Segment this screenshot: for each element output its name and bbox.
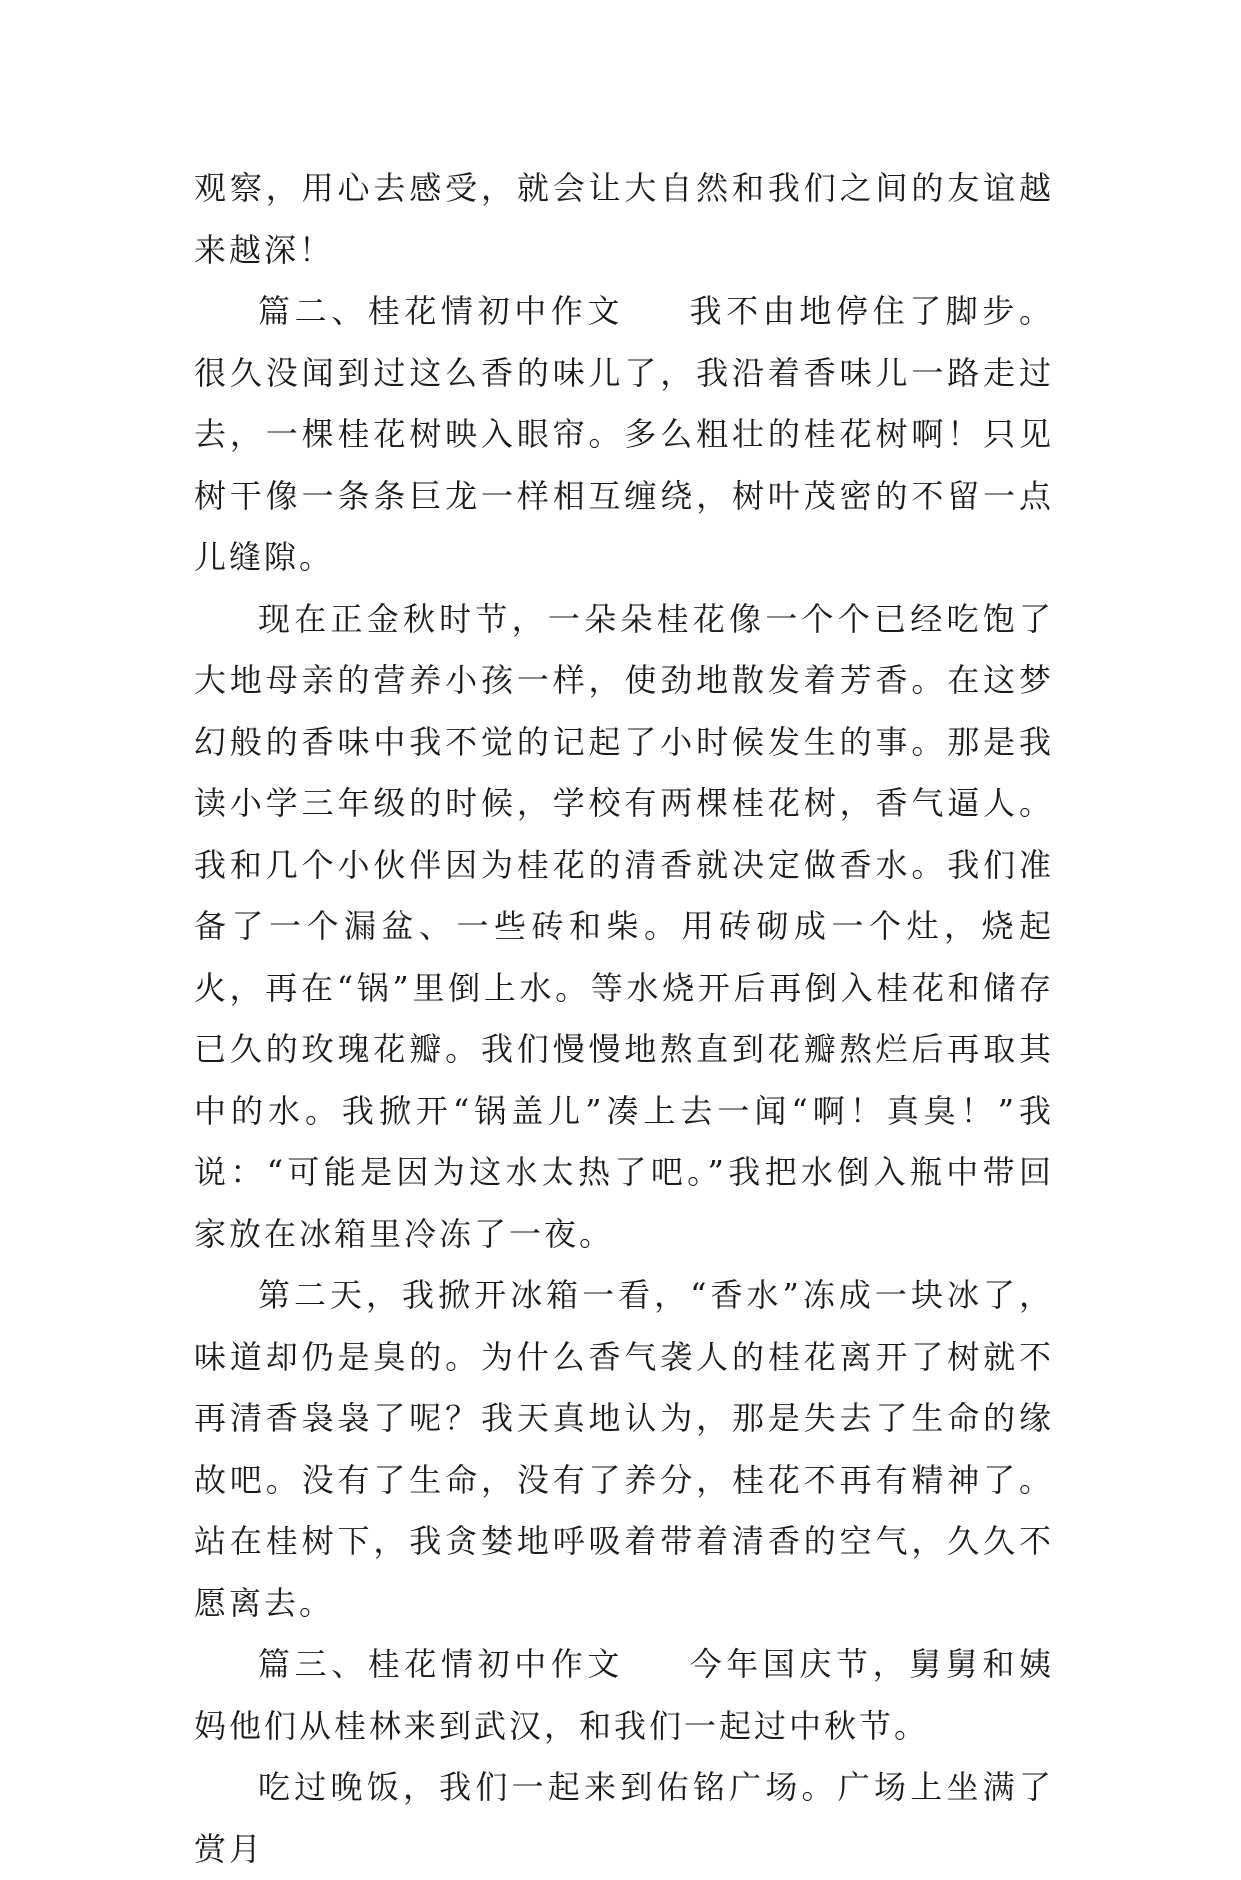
paragraph-1	[194, 158, 1054, 281]
document-body	[194, 158, 1054, 1880]
paragraph-4	[194, 1265, 1054, 1634]
paragraph-3	[194, 589, 1054, 1266]
paragraph-6	[194, 1757, 1054, 1880]
paragraph-text: 观察，用心去感受，就会让大自然和我们之间的友谊越来越深！	[194, 169, 1054, 269]
paragraph-text: 第二天，我掀开冰箱一看，“香水”冻成一块冰了，味道却仍是臭的。为什么香气袭人的桂花离开了树就不再清香袅袅了呢？我天真地认为，那是失去了生命的缘故吧。没有了生命，没有了养分，桂花不再有精神了。站在桂树下，我贪婪地呼吸着带着清香的空气，久久不愿离去。	[194, 1276, 1054, 1622]
paragraph-5	[194, 1634, 1054, 1757]
paragraph-text: 吃过晚饭，我们一起来到佑铭广场。广场上坐满了赏月	[194, 1768, 1054, 1868]
paragraph-text: 现在正金秋时节，一朵朵桂花像一个个已经吃饱了大地母亲的营养小孩一样，使劲地散发着芳香。在这梦幻般的香味中我不觉的记起了小时候发生的事。那是我读小学三年级的时候，学校有两棵桂花树，香气逼人。我和几个小伙伴因为桂花的清香就决定做香水。我们准备了一个漏盆、一些砖和柴。用砖砌成一个灶，烧起火，再在“锅”里倒上水。等水烧开后再倒入桂花和储存已久的玫瑰花瓣。我们慢慢地熬直到花瓣熬烂后再取其中的水。我掀开“锅盖儿”凑上去一闻“啊！真臭！”我说：“可能是因为这水太热了吧。”我把水倒入瓶中带回家放在冰箱里冷冻了一夜。	[194, 599, 1054, 1253]
section-heading-3: 篇三、桂花情初中作文	[258, 1645, 624, 1683]
paragraph-text: 今年国庆节，舅舅和姨妈他们从桂林来到武汉，和我们一起过中秋节。	[194, 1645, 1054, 1745]
section-heading-2: 篇二、桂花情初中作文	[258, 292, 624, 330]
paragraph-text: 我不由地停住了脚步。很久没闻到过这么香的味儿了，我沿着香味儿一路走过去，一棵桂花树映入眼帘。多么粗壮的桂花树啊！只见树干像一条条巨龙一样相互缠绕，树叶茂密的不留一点儿缝隙。	[194, 292, 1054, 576]
paragraph-2	[194, 281, 1054, 589]
